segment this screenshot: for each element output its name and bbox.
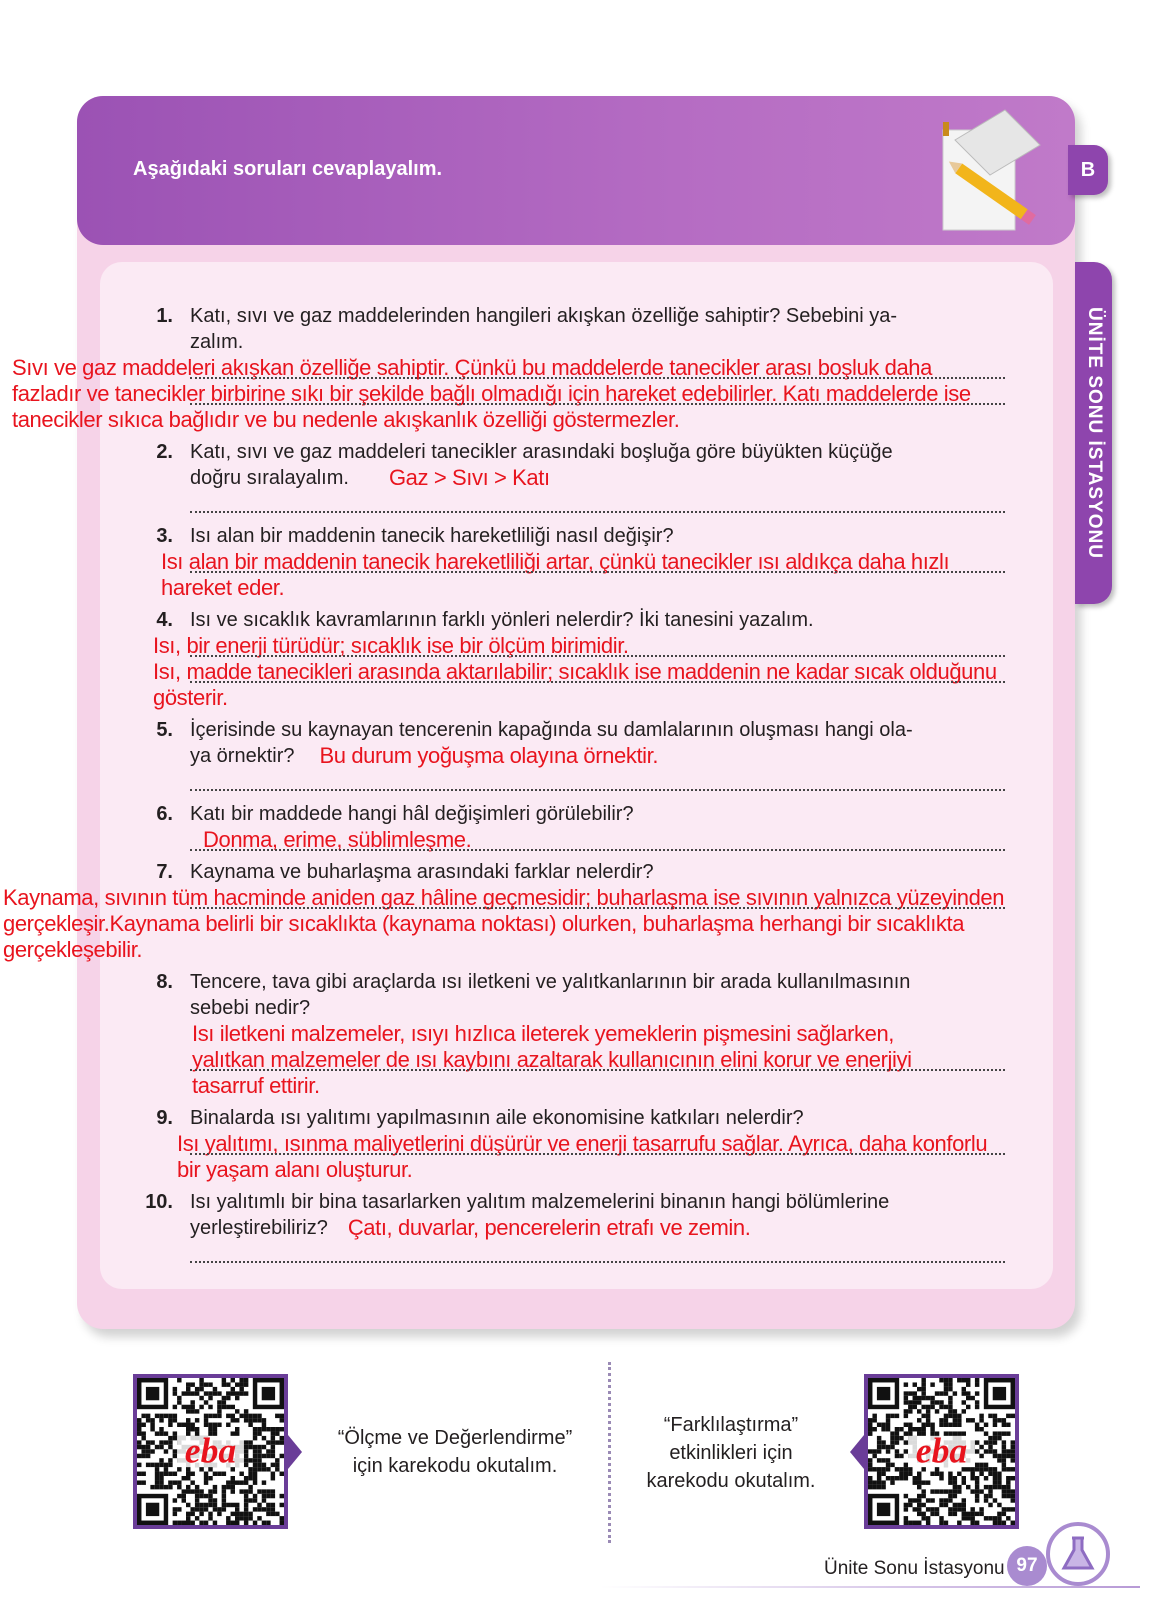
side-tab-label: ÜNİTE SONU İSTASYONU — [1083, 307, 1105, 559]
question-list — [0, 297, 1151, 1267]
answer-line: bir yaşam alanı oluşturur. — [177, 1157, 413, 1182]
answer-line: tanecikler sıkıca bağlıdır ve bu nedenle akışkanlık özelliği göstermezler. — [12, 407, 680, 432]
question-block — [0, 1189, 1151, 1267]
question-text: Isı alan bir maddenin tanecik hareketliliği nasıl değişir? — [190, 525, 674, 547]
question-text: Binalarda ısı yalıtımı yapılmasının aile ekonomisine katkıları nelerdir? — [190, 1107, 804, 1129]
question-number: 5. — [156, 719, 173, 741]
question-block — [0, 439, 1151, 517]
question-line — [0, 439, 1151, 465]
qr-section — [0, 1374, 1151, 1534]
answer-line: gösterir. — [153, 685, 228, 710]
section-title: Aşağıdaki soruları cevaplayalım. — [133, 158, 443, 180]
question-line — [0, 969, 1151, 995]
question-text: Kaynama ve buharlaşma arasındaki farklar nelerdir? — [190, 861, 654, 883]
caption-line: etkinlikleri için — [669, 1442, 793, 1464]
qr-pointer-right — [850, 1435, 864, 1469]
answer-line: gerçekleşir.Kaynama belirli bir sıcaklıkta (kaynama noktası) olurken, buharlaşma herhangi bir sıcaklıkta — [3, 911, 965, 936]
answer-dotted-line — [190, 681, 1005, 683]
qr-code-left[interactable] — [133, 1374, 288, 1529]
answer-line: Isı iletkeni malzemeler, ısıyı hızlıca ileterek yemeklerin pişmesini sağlarken, — [192, 1021, 895, 1046]
caption-line: için karekodu okutalım. — [352, 1455, 558, 1477]
question-text: Katı, sıvı ve gaz maddelerinden hangileri akışkan özelliğe sahiptir? Sebebini ya- — [190, 305, 898, 327]
answer-line: Sıvı ve gaz maddeleri akışkan özelliğe sahiptir. Çünkü bu maddelerde tanecikler arası boşluk daha — [12, 355, 932, 380]
handwritten-answer — [389, 465, 550, 491]
answer-line: Isı, bir enerji türüdür; sıcaklık ise bir ölçüm birimidir. — [153, 633, 629, 658]
handwritten-answer — [192, 1021, 912, 1099]
answer-dotted-line — [190, 849, 1005, 851]
handwritten-answer — [0, 549, 1151, 601]
answer-line: gerçekleşebilir. — [3, 937, 143, 962]
question-text: sebebi nedir? — [190, 997, 311, 1019]
question-line — [0, 329, 1151, 355]
answer-dotted-line — [190, 1069, 1005, 1071]
question-block — [0, 303, 1151, 433]
question-line — [0, 859, 1151, 885]
question-block — [0, 717, 1151, 795]
footer-line — [600, 1586, 1140, 1588]
question-block — [0, 523, 1151, 601]
question-text: yerleştirebiliriz? — [190, 1217, 328, 1239]
qr-left-caption — [310, 1424, 600, 1480]
question-number: 6. — [156, 803, 173, 825]
page-number: 97 — [1007, 1546, 1047, 1586]
footer-text: Ünite Sonu İstasyonu — [824, 1558, 1005, 1579]
answer-dotted-line — [190, 1153, 1005, 1155]
question-line — [0, 1189, 1151, 1215]
answer-dotted-line — [0, 491, 1151, 517]
flask-icon — [1046, 1522, 1110, 1586]
question-line — [0, 995, 1151, 1099]
question-line — [0, 303, 1151, 329]
eba-logo: eba — [915, 1430, 968, 1471]
handwritten-answer — [320, 743, 659, 769]
question-line — [0, 607, 1151, 633]
handwritten-answer — [0, 355, 1151, 433]
question-text: Katı bir maddede hangi hâl değişimleri görülebilir? — [190, 803, 634, 825]
question-block — [0, 607, 1151, 711]
answer-line: Kaynama, sıvının tüm hacminde aniden gaz hâline geçmesidir; buharlaşma ise sıvının yalnızca yüzeyinden — [3, 885, 1005, 910]
question-line — [0, 523, 1151, 549]
eba-logo: eba — [184, 1430, 237, 1471]
handwritten-answer — [0, 633, 1151, 711]
answer-line: Bu durum yoğuşma olayına örnektir. — [319, 743, 659, 768]
question-number: 2. — [156, 441, 173, 463]
question-number: 4. — [156, 609, 173, 631]
answer-line: yalıtkan malzemeler de ısı kaybını azaltarak kullanıcının elini korur ve enerjiyi — [192, 1047, 912, 1072]
answer-line: hareket eder. — [161, 575, 285, 600]
question-line — [0, 1215, 1151, 1241]
divider — [608, 1362, 615, 1543]
question-block — [0, 1105, 1151, 1183]
answer-line: Isı yalıtımı, ısınma maliyetlerini düşürür ve enerji tasarrufu sağlar. Ayrıca, daha konforlu — [177, 1131, 988, 1156]
answer-line: fazladır ve tanecikler birbirine sıkı bir şekilde bağlı olmadığı için hareket edebilirler. Katı maddelerde ise — [12, 381, 971, 406]
question-block — [0, 801, 1151, 853]
answer-dotted-line — [0, 1241, 1151, 1267]
question-number: 3. — [156, 525, 173, 547]
answer-line: Donma, erime, süblimleşme. — [203, 827, 472, 852]
question-text: zalım. — [190, 331, 244, 353]
handwritten-answer — [0, 885, 1151, 963]
qr-right-caption — [620, 1411, 842, 1495]
qr-pointer-left — [288, 1435, 302, 1469]
question-line — [0, 743, 1151, 769]
answer-dotted-line — [0, 769, 1151, 795]
question-line — [0, 1105, 1151, 1131]
question-text: doğru sıralayalım. — [190, 467, 349, 489]
caption-line: karekodu okutalım. — [646, 1470, 816, 1492]
section-badge: B — [1068, 145, 1108, 195]
question-text: Isı ve sıcaklık kavramlarının farklı yönleri nelerdir? İki tanesini yazalım. — [190, 609, 814, 631]
answer-line: Isı, madde tanecikleri arasında aktarılabilir; sıcaklık ise maddenin ne kadar sıcak olduğunu — [153, 659, 997, 684]
answer-dotted-line — [190, 907, 1005, 909]
question-text: ya örnektir? — [190, 745, 295, 767]
question-block — [0, 969, 1151, 1099]
handwritten-answer — [348, 1215, 751, 1241]
answer-dotted-line — [190, 403, 1005, 405]
caption-line: “Farklılaştırma” — [663, 1414, 799, 1436]
question-number: 8. — [156, 971, 173, 993]
question-line — [0, 717, 1151, 743]
notepad-pencil-icon — [935, 100, 1045, 240]
question-number: 10. — [145, 1191, 173, 1213]
question-text: Tencere, tava gibi araçlarda ısı iletkeni ve yalıtkanlarının bir arada kullanılmasının — [190, 971, 911, 993]
answer-line: Çatı, duvarlar, pencerelerin etrafı ve zemin. — [347, 1215, 751, 1240]
question-text: Katı, sıvı ve gaz maddeleri tanecikler arasındaki boşluğa göre büyükten küçüğe — [190, 441, 893, 463]
question-text: İçerisinde su kaynayan tencerenin kapağında su damlalarının oluşması hangi ola- — [190, 719, 913, 741]
answer-dotted-line — [190, 655, 1005, 657]
question-number: 9. — [156, 1107, 173, 1129]
question-block — [0, 859, 1151, 963]
handwritten-answer — [0, 1131, 1151, 1183]
question-text: Isı yalıtımlı bir bina tasarlarken yalıtım malzemelerini binanın hangi bölümlerine — [190, 1191, 890, 1213]
answer-line: Gaz > Sıvı > Katı — [388, 465, 550, 490]
question-line — [0, 465, 1151, 491]
answer-dotted-line — [190, 377, 1005, 379]
question-number: 1. — [156, 305, 173, 327]
answer-line: tasarruf ettirir. — [192, 1073, 320, 1098]
question-line — [0, 801, 1151, 827]
answer-dotted-line — [190, 571, 1005, 573]
caption-line: “Ölçme ve Değerlendirme” — [337, 1427, 573, 1449]
qr-code-right[interactable] — [864, 1374, 1019, 1529]
answer-line: Isı alan bir maddenin tanecik hareketliliği artar, çünkü tanecikler ısı aldıkça daha hızlı — [161, 549, 950, 574]
question-number: 7. — [156, 861, 173, 883]
